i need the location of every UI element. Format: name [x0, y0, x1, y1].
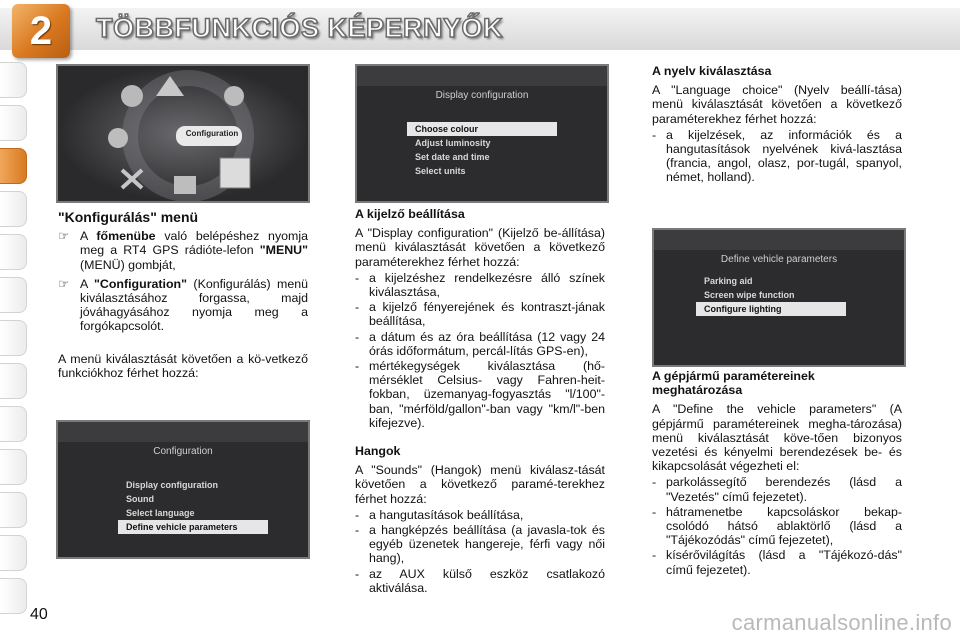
chapter-tab: [0, 492, 27, 528]
list-item: [652, 505, 902, 548]
screenshot-configuration-menu: [56, 420, 310, 559]
chapter-badge: 2: [12, 4, 70, 58]
text: A: [80, 276, 95, 291]
menu-item[interactable]: Configure lighting: [696, 302, 846, 316]
section-heading: A nyelv kiválasztása: [652, 64, 772, 78]
list-item: [355, 330, 605, 358]
chapter-tab: [0, 191, 27, 227]
text: A: [80, 229, 97, 244]
instruction-paragraph: [58, 277, 308, 334]
bullet-dash: -: [355, 523, 360, 538]
right-column: [652, 64, 902, 186]
list-item: [355, 567, 605, 595]
chapter-tab: [0, 363, 27, 399]
list-item-text: a hangutasítások beállítása,: [369, 507, 524, 522]
menu-item[interactable]: Adjust luminosity: [415, 138, 491, 148]
section-heading: Hangok: [355, 444, 401, 459]
text: (MENÜ) gombját,: [80, 257, 176, 272]
bullet-dash: -: [355, 329, 360, 344]
list-item-text: hátramenetbe kapcsoláskor bekap-csolódó hátsó ablaktörlő (lásd a "Tájékozódás" című fejezetet),: [666, 504, 902, 548]
status-bar: [357, 66, 607, 86]
screen-title: Configuration: [153, 446, 213, 457]
middle-column: [355, 207, 605, 596]
text: való belépéshez nyomja meg a RT4 GPS rádióte-lefon: [80, 229, 308, 258]
menu-item[interactable]: Select units: [415, 166, 466, 176]
screenshot-config-dial: [56, 64, 310, 203]
chapter-tab-active: [0, 148, 27, 184]
list-item-text: kísérővilágítás (lásd a "Tájékozó-dás" című fejezetet).: [666, 548, 902, 577]
list-item: [355, 523, 605, 566]
section-heading: "Konfigurálás" menü: [58, 209, 199, 225]
chapter-tab: [0, 105, 27, 141]
screen-title: Display configuration: [435, 90, 529, 101]
screen-title: Define vehicle parameters: [720, 254, 838, 265]
list-item-text: az AUX külső eszköz csatlakozó aktiválása.: [369, 566, 605, 595]
list-item: [355, 508, 605, 522]
page-number: 40: [30, 606, 48, 623]
paragraph: A "Language choice" (Nyelv beállí-tása) menü kiválasztását követően a következő paraméterekhez férhet hozzá:: [652, 83, 902, 126]
instruction-paragraph: [58, 229, 308, 272]
bullet-dash: -: [355, 359, 360, 374]
list-item: [652, 548, 902, 576]
menu-item[interactable]: Parking aid: [704, 276, 753, 286]
menu-item[interactable]: Sound: [126, 494, 154, 504]
list-item-text: a dátum és az óra beállítása (12 vagy 24 órás időformátum, percál-lítás GPS-en),: [369, 329, 605, 358]
bullet-dash: -: [355, 566, 360, 581]
paragraph: A "Sounds" (Hangok) menü kiválasz-tását követően a következő paramé-terekhez férhet hozzá:: [355, 463, 605, 506]
status-bar: [58, 422, 308, 442]
section-heading: A kijelző beállítása: [355, 207, 465, 221]
chapter-tab: [0, 277, 27, 313]
chapter-tab: [0, 578, 27, 614]
bullet-list: [652, 475, 902, 576]
bullet-dash: -: [355, 300, 360, 315]
configuration-menu: [118, 478, 268, 534]
bullet-dash: -: [355, 507, 360, 522]
list-item-text: a kijelzéshez rendelkezésre álló színek kiválasztása,: [369, 270, 605, 300]
right-column-lower: [652, 369, 902, 578]
chapter-tab: [0, 406, 27, 442]
list-item: [355, 300, 605, 328]
text-bold: "MENU": [259, 243, 308, 258]
paragraph: A menü kiválasztását követően a kö-vetkező funkciókhoz férhet hozzá:: [58, 351, 308, 380]
bullet-dash: -: [652, 127, 657, 142]
list-item-text: parkolássegítő berendezés (lásd a "Vezetés" című fejezetet).: [666, 475, 902, 504]
section-heading: A gépjármű paramétereinek meghatározása: [652, 369, 815, 398]
bullet-list: [355, 271, 605, 430]
menu-item[interactable]: Select language: [126, 508, 195, 518]
pointing-hand-icon: ☞: [58, 229, 70, 244]
menu-item[interactable]: Choose colour: [407, 122, 557, 136]
chapter-tab: [0, 535, 27, 571]
chapter-tab: [0, 62, 27, 98]
chapter-tab: [0, 320, 27, 356]
list-item-text: a kijelzések, az információk és a hangutasítások nyelvének kivá-lasztása (francia, angol, olasz, por-tugál, spanyol, német, holland).: [666, 127, 902, 185]
menu-item[interactable]: Display configuration: [126, 480, 219, 490]
left-column: [58, 210, 308, 382]
chapter-tab: [0, 449, 27, 485]
menu-item[interactable]: Screen wipe function: [704, 290, 795, 300]
bullet-dash: -: [652, 548, 657, 563]
menu-item[interactable]: Set date and time: [415, 152, 490, 162]
paragraph: A "Define the vehicle parameters" (A gépjármű paramétereinek megha-tározása) menü kiválasztását köve-tően bizonyos vezetési és kényelmi berendezések be- és kikapcsolását végezheti el:: [652, 402, 902, 474]
list-item-text: a hangképzés beállítása (a javasla-tok és egyéb üzenetek hangereje, férfi vagy női hang),: [369, 523, 605, 566]
bullet-list: [652, 128, 902, 185]
screenshot-display-configuration: [355, 64, 609, 203]
list-item-text: a kijelző fényerejének és kontraszt-jának beállítása,: [369, 300, 605, 329]
paragraph: A "Display configuration" (Kijelző be-állítása) menü kiválasztását követően a következő paraméterekhez férhet hozzá:: [355, 226, 605, 269]
screenshot-vehicle-parameters: [652, 228, 906, 367]
list-item: [355, 359, 605, 430]
list-item-text: mértékegységek kiválasztása (hő-mérséklet Celsius- vagy Fahren-heit-fokban, üzemanyag-fogyasztás "l/100"-ban, "mérföld/gallon"-ban vagy "km/l"-ben kifejezve).: [369, 359, 605, 430]
list-item: [652, 475, 902, 503]
bullet-dash: -: [355, 270, 360, 285]
bullet-dash: -: [652, 475, 657, 490]
menu-item[interactable]: Define vehicle parameters: [118, 520, 268, 534]
list-item: [652, 128, 902, 185]
bullet-list: [355, 508, 605, 595]
chapter-tabs: [0, 62, 34, 621]
text-bold: főmenübe: [96, 229, 156, 244]
bullet-dash: -: [652, 504, 657, 519]
pointing-hand-icon: ☞: [58, 276, 70, 291]
status-bar: [654, 230, 904, 250]
text-bold: "Configuration": [94, 276, 187, 291]
chapter-tab: [0, 234, 27, 270]
watermark: carmanualsonline.info: [731, 610, 952, 635]
list-item: [355, 271, 605, 299]
text: (Konfigurálás) menü kiválasztásához forgassa, majd jóváhagyásához nyomja meg a forgókapcsolót.: [80, 276, 309, 334]
config-dial-label: Configuration: [185, 129, 239, 138]
vehicle-menu: [696, 274, 846, 316]
display-menu: [407, 122, 557, 178]
page-title: TÖBBFUNKCIÓS KÉPERNYŐK: [96, 13, 504, 43]
